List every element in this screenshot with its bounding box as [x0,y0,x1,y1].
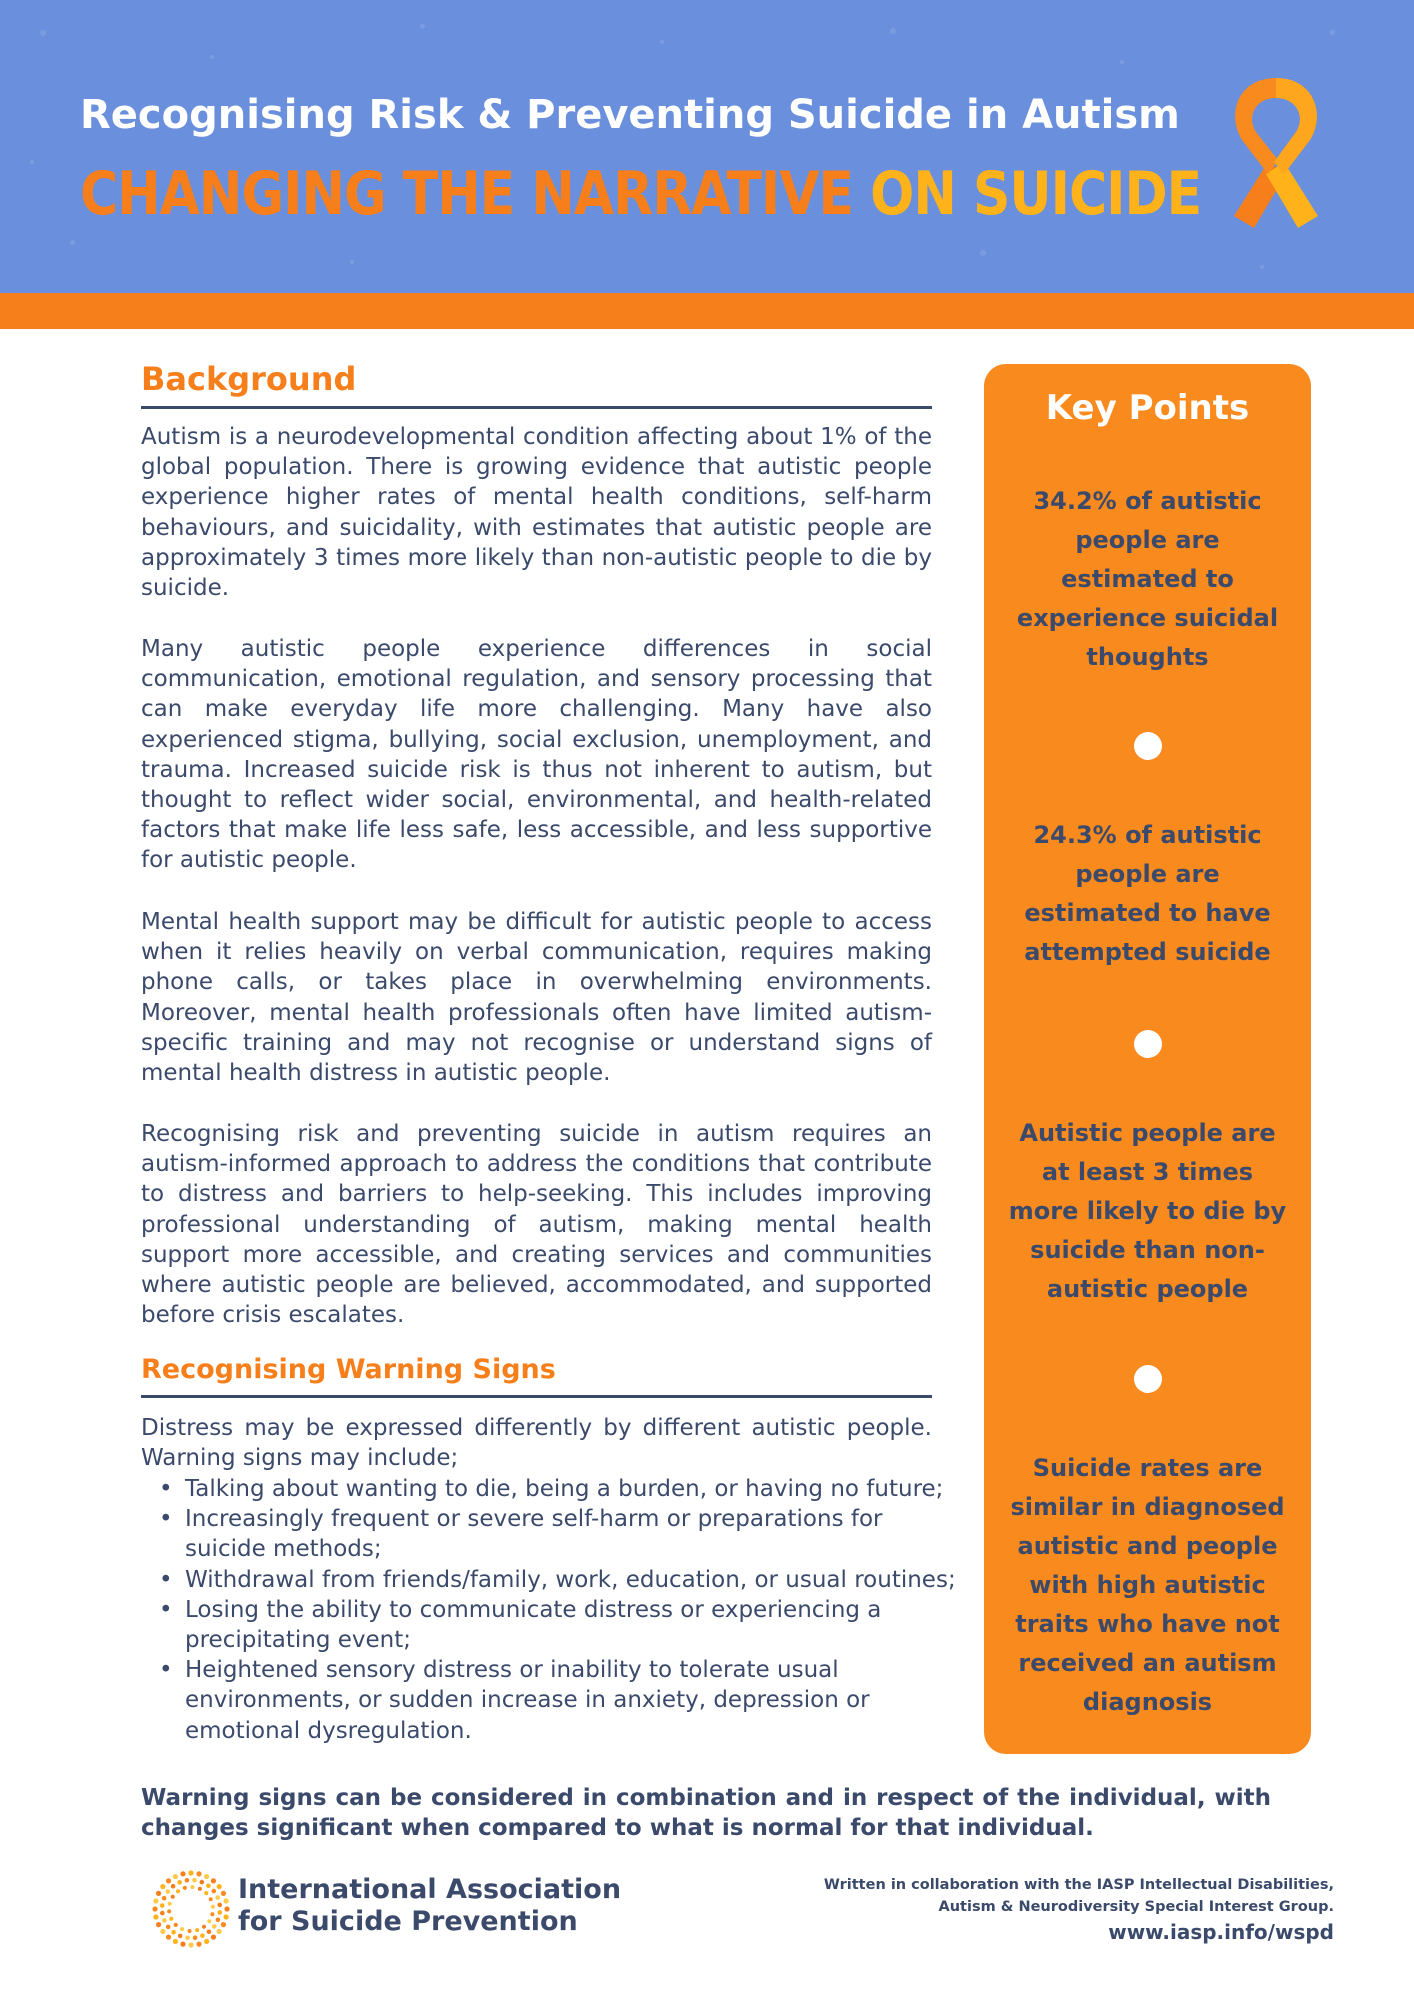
page-subtitle [80,160,1201,229]
credit-line-1: Written in collaboration with the IASP Intellectual Disabilities, [823,1877,1334,1893]
key-point-separator-dot [1134,732,1162,760]
list-item: • Withdrawal from friends/family, work, education, or usual routines; [141,1565,971,1595]
organization-name [238,1874,621,1938]
closing-statement: Warning signs can be considered in combination and in respect of the individual, with changes significant when compared to what is normal for that individual. [141,1785,1271,1841]
key-point-separator-dot [1134,1365,1162,1393]
list-item: • Heightened sensory distress or inability to tolerate usual environments, or sudden increase in anxiety, depression or emotional dysregulation. [141,1655,901,1746]
warning-signs-heading: Recognising Warning Signs [141,1354,556,1385]
background-paragraph-2: Many autistic people experience differences in social communication, emotional regulation, and sensory processing that can make everyday life more challenging. Many have also experienced stigma, bullying, social exclusion, unemployment, and trauma. Increased suicide risk is thus not inherent to autism, but thought to reflect wider social, environmental, and health-related factors that make life less safe, less accessible, and less supportive for autistic people. [141,636,932,874]
warning-signs-intro: Distress may be expressed differently by different autistic people. Warning signs may include; [141,1415,932,1472]
organization-name-line-1: International Association [238,1874,622,1905]
background-divider [141,406,932,409]
background-paragraph-1: Autism is a neurodevelopmental condition affecting about 1% of the global population. There is growing evidence that autistic people experience higher rates of mental health conditions, self-harm behaviours, and suicidality, with estimates that autistic people are approximately 3 times more likely than non-autistic people to die by suicide. [141,424,932,602]
organization-name-line-2: for Suicide Prevention [238,1906,578,1937]
subtitle-highlight: CHANGING THE NARRATIVE [80,160,854,229]
list-item: • Talking about wanting to die, being a burden, or having no future; [141,1474,971,1504]
header-banner [0,0,1414,293]
background-paragraph-3: Mental health support may be difficult for autistic people to access when it relies heavily on verbal communication, requires making phone calls, or takes place in overwhelming environments. Moreover, mental health professionals often have limited autism-specific training and may not recognise or understand signs of mental health distress in autistic people. [141,909,932,1087]
key-point-2: 24.3% of autistic people are estimated to have attempted suicide [1024,821,1271,966]
awareness-ribbon-icon [1216,70,1336,248]
key-point-3: Autistic people are at least 3 times more likely to die by suicide than non-autistic people [1008,1119,1287,1303]
key-point-1: 34.2% of autistic people are estimated to experience suicidal thoughts [1016,487,1279,671]
subtitle-tail: ON SUICIDE [853,160,1202,229]
key-points-title: Key Points [1045,388,1250,428]
list-item: • Increasingly frequent or severe self-harm or preparations for suicide methods; [141,1504,901,1564]
website-link[interactable]: www.iasp.info/wspd [1108,1920,1334,1944]
header-accent-band [0,293,1414,329]
page-title: Recognising Risk & Preventing Suicide in Autism [80,92,1180,138]
background-paragraph-4: Recognising risk and preventing suicide in autism requires an autism-informed approach to address the conditions that contribute to distress and barriers to help-seeking. This includes improving professional understanding of autism, making mental health support more accessible, and creating services and communities where autistic people are believed, accommodated, and supported before crisis escalates. [141,1121,932,1329]
key-points-panel [984,364,1311,1754]
collaboration-credit [824,1874,1334,1918]
warning-signs-list [141,1474,971,1746]
warning-signs-divider [141,1395,932,1398]
iasp-sunburst-logo-icon [152,1870,230,1948]
background-heading: Background [141,360,357,398]
credit-line-2: Autism & Neurodiversity Special Interest Group. [938,1899,1334,1915]
key-point-4: Suicide rates are similar in diagnosed autistic and people with high autistic traits who have not received an autism diagnosis [1010,1454,1285,1716]
list-item: • Losing the ability to communicate distress or experiencing a precipitating event; [141,1595,901,1655]
key-point-separator-dot [1134,1030,1162,1058]
